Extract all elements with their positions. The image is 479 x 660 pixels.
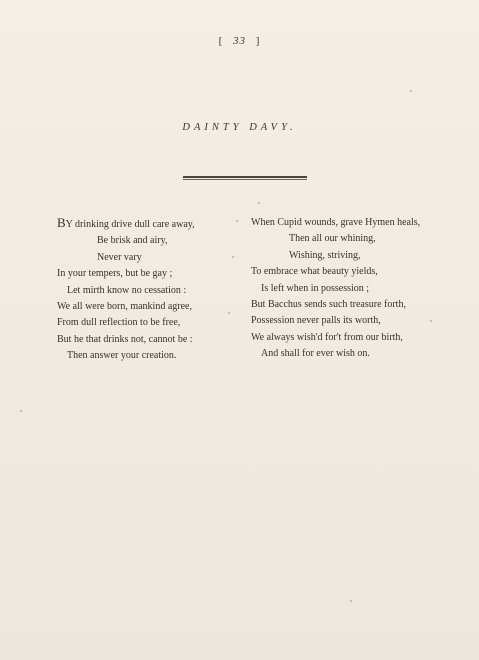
verse-line: But Bacchus sends such treasure forth,	[251, 299, 406, 311]
verse-line: We all were born, mankind agree,	[57, 301, 192, 313]
paper-speck	[430, 320, 432, 322]
verse-line: To embrace what beauty yields,	[251, 266, 378, 278]
verse-line: Wishing, striving,	[289, 249, 361, 261]
verse-line: From dull reflection to be free,	[57, 317, 181, 329]
verse-line: Be brisk and airy,	[97, 235, 168, 247]
verse-line: Possession never palls its worth,	[251, 315, 381, 327]
verse-line: Never vary	[97, 251, 142, 263]
page-number-value: 33	[233, 35, 246, 47]
verse-line: But he that drinks not, cannot be :	[57, 333, 193, 345]
paper-speck	[350, 600, 352, 602]
verse-line-text: Y drinking drive dull care away,	[65, 219, 195, 230]
title-rule-thin	[183, 179, 307, 180]
page-number-open-bracket: [	[218, 35, 224, 47]
left-stanza	[57, 215, 237, 365]
paper-speck	[20, 410, 22, 412]
verse-line: Is left when in possession ;	[261, 282, 370, 294]
paper-speck	[258, 202, 260, 204]
drop-cap: B	[57, 215, 66, 230]
paper-speck	[410, 90, 412, 92]
verse-line: Then all our whining,	[289, 233, 376, 245]
page-number	[0, 35, 479, 47]
right-stanza	[251, 215, 451, 363]
verse-line: When Cupid wounds, grave Hymen heals,	[251, 217, 421, 228]
verse-line: And shall for ever wish on.	[261, 348, 370, 360]
verse-line: Let mirth know no cessation :	[67, 284, 187, 296]
paper-speck	[228, 312, 230, 314]
verse-line: We always wish'd for't from our birth,	[251, 331, 403, 343]
verse-line: In your tempers, but be gay ;	[57, 268, 173, 280]
title-rule-thick	[183, 176, 307, 178]
verse-line: Then answer your creation.	[67, 350, 177, 362]
verse-line	[57, 215, 237, 233]
paper-speck	[232, 256, 234, 258]
paper-speck	[236, 220, 238, 222]
page-number-close-bracket: ]	[255, 35, 261, 47]
title-rule	[183, 176, 307, 180]
song-title: DAINTY DAVY.	[182, 122, 297, 133]
